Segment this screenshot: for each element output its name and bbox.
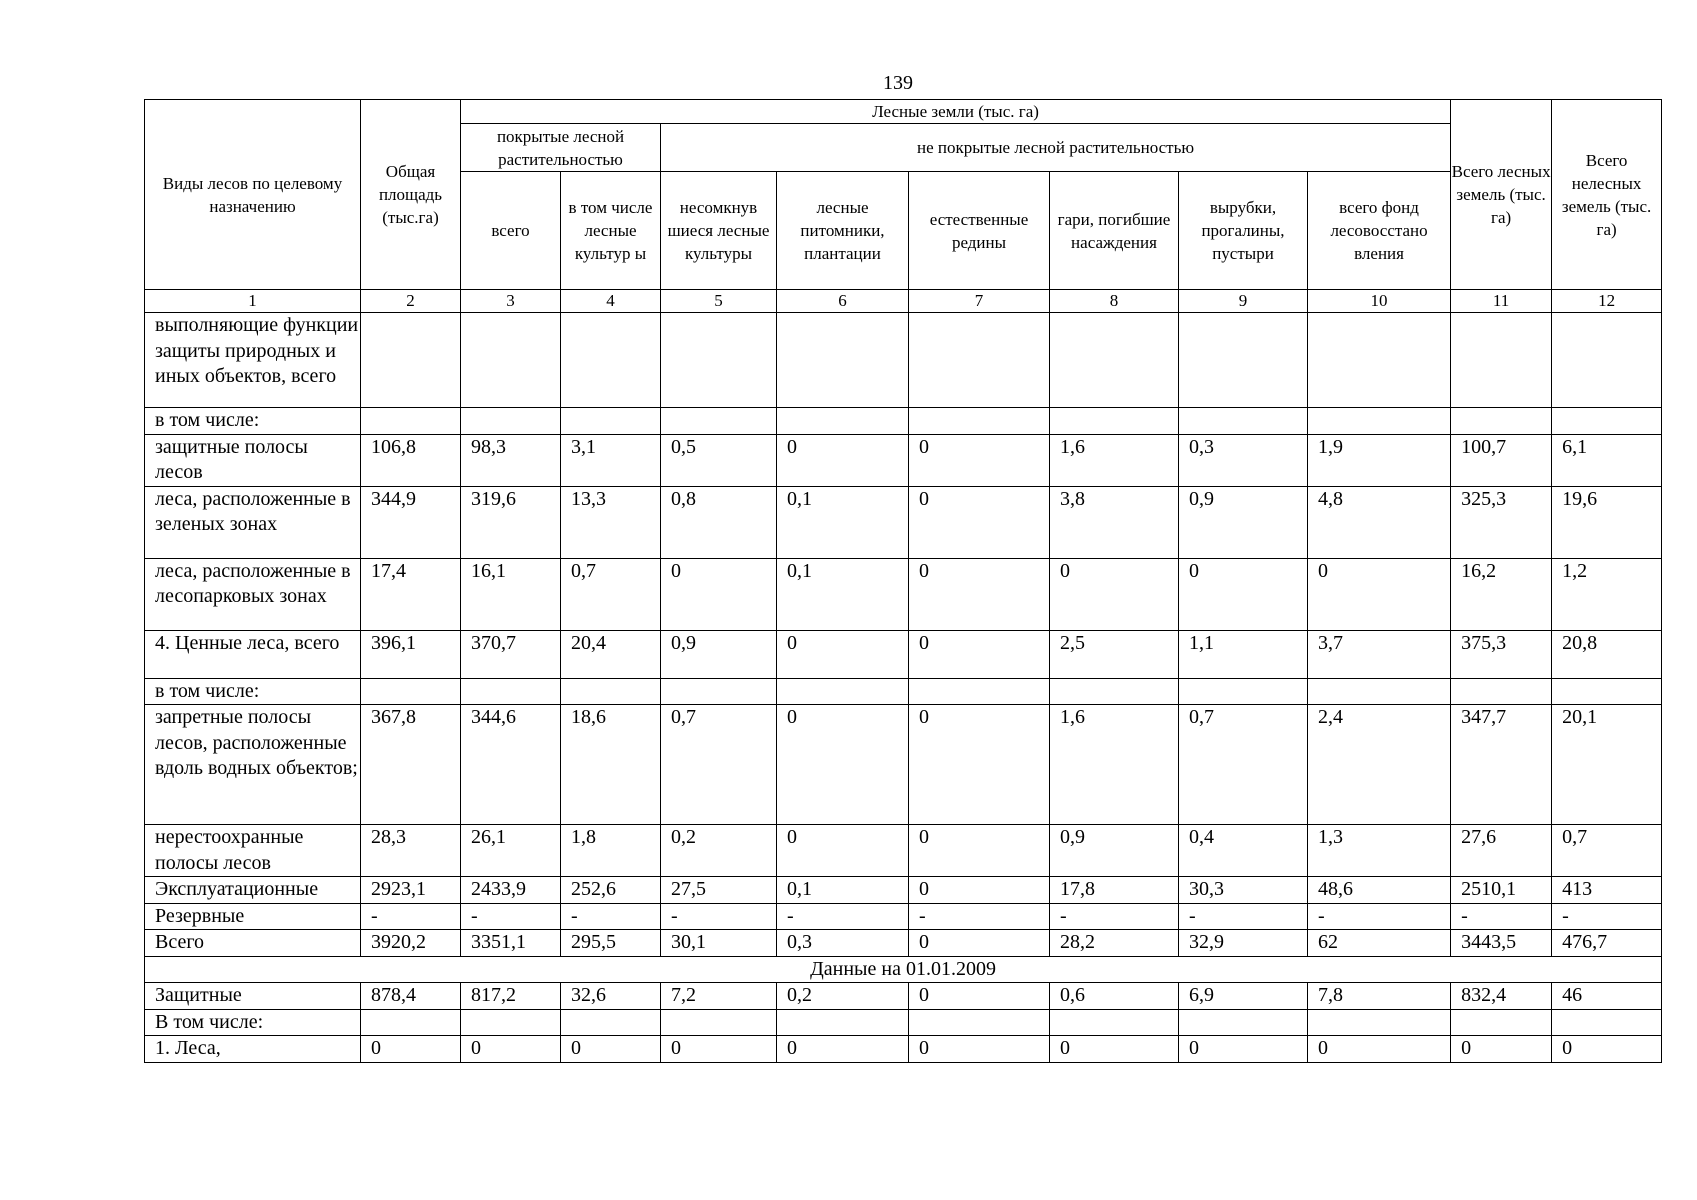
row-label: леса, расположенные в зеленых зонах — [145, 486, 361, 558]
table-cell: 0 — [661, 558, 777, 630]
table-cell — [561, 1009, 661, 1036]
table-cell: 0 — [777, 630, 909, 678]
table-cell: 0 — [909, 825, 1050, 877]
table-cell — [461, 408, 561, 435]
header-col-10: всего фонд лесовосстано вления — [1308, 172, 1451, 290]
header-col-12: Всего нелесных земель (тыс. га) — [1552, 100, 1662, 290]
header-col-8: гари, погибшие насаждения — [1050, 172, 1179, 290]
table-cell: 396,1 — [361, 630, 461, 678]
table-cell — [361, 678, 461, 705]
table-cell: 19,6 — [1552, 486, 1662, 558]
table-cell: 252,6 — [561, 877, 661, 904]
table-cell — [461, 313, 561, 408]
table-cell: 16,1 — [461, 558, 561, 630]
table-cell: 7,8 — [1308, 983, 1451, 1010]
table-cell — [1050, 408, 1179, 435]
table-cell: 0,5 — [661, 434, 777, 486]
table-cell: 0 — [909, 630, 1050, 678]
table-row — [145, 930, 1662, 957]
table-cell: 106,8 — [361, 434, 461, 486]
table-cell — [1050, 313, 1179, 408]
table-cell — [361, 313, 461, 408]
table-cell: 13,3 — [561, 486, 661, 558]
table-cell: 0,3 — [777, 930, 909, 957]
table-cell: 62 — [1308, 930, 1451, 957]
table-cell: 28,3 — [361, 825, 461, 877]
table-cell — [1451, 1009, 1552, 1036]
table-cell — [777, 408, 909, 435]
table-cell — [1179, 678, 1308, 705]
header-col-2: Общая площадь (тыс.га) — [361, 100, 461, 290]
column-number: 9 — [1179, 290, 1308, 313]
table-cell: 3351,1 — [461, 930, 561, 957]
table-row — [145, 983, 1662, 1010]
table-cell — [1552, 678, 1662, 705]
table-cell: 1,9 — [1308, 434, 1451, 486]
table-cell: 0 — [909, 1036, 1050, 1063]
table-cell: 0 — [777, 1036, 909, 1063]
table-cell: 1,2 — [1552, 558, 1662, 630]
header-col-3: всего — [461, 172, 561, 290]
table-cell: 0 — [361, 1036, 461, 1063]
header-col-4: в том числе лесные культур ы — [561, 172, 661, 290]
table-cell: 6,1 — [1552, 434, 1662, 486]
table-cell — [909, 1009, 1050, 1036]
header-col-1: Виды лесов по целевому назначению — [145, 100, 361, 290]
table-cell: 0,1 — [777, 486, 909, 558]
table-cell: 0,4 — [1179, 825, 1308, 877]
table-cell: 0,9 — [1179, 486, 1308, 558]
table-body-2009 — [145, 983, 1662, 1063]
table-cell: 46 — [1552, 983, 1662, 1010]
table-cell: 2510,1 — [1451, 877, 1552, 904]
table-row — [145, 1009, 1662, 1036]
table-cell: 2923,1 — [361, 877, 461, 904]
column-number: 4 — [561, 290, 661, 313]
header-covered: покрытые лесной растительностью — [461, 124, 661, 172]
table-cell: 4,8 — [1308, 486, 1451, 558]
table-cell: 0 — [909, 930, 1050, 957]
table-cell: 0,2 — [661, 825, 777, 877]
table-row — [145, 486, 1662, 558]
table-cell — [1451, 678, 1552, 705]
table-cell: - — [1308, 903, 1451, 930]
table-cell: - — [1552, 903, 1662, 930]
column-number: 6 — [777, 290, 909, 313]
table-cell: 375,3 — [1451, 630, 1552, 678]
table-cell: 0 — [1552, 1036, 1662, 1063]
table-row — [145, 877, 1662, 904]
table-cell: 0 — [909, 705, 1050, 825]
table-cell: 0,3 — [1179, 434, 1308, 486]
table-cell: 344,6 — [461, 705, 561, 825]
table-cell: - — [361, 903, 461, 930]
table-cell: 0,9 — [1050, 825, 1179, 877]
table-row — [145, 705, 1662, 825]
table-cell: 1,3 — [1308, 825, 1451, 877]
row-label: Резервные — [145, 903, 361, 930]
table-cell — [361, 408, 461, 435]
table-cell: 3,7 — [1308, 630, 1451, 678]
table-cell — [1552, 1009, 1662, 1036]
header-col-9: вырубки, прогалины, пустыри — [1179, 172, 1308, 290]
row-label: в том числе: — [145, 678, 361, 705]
table-cell: 0 — [909, 983, 1050, 1010]
table-cell: 20,8 — [1552, 630, 1662, 678]
table-cell: 16,2 — [1451, 558, 1552, 630]
row-label: в том числе: — [145, 408, 361, 435]
table-cell — [1552, 313, 1662, 408]
table-cell: - — [777, 903, 909, 930]
table-cell: 3443,5 — [1451, 930, 1552, 957]
table-cell: - — [461, 903, 561, 930]
table-cell: 0,8 — [661, 486, 777, 558]
table-cell: 0 — [909, 558, 1050, 630]
row-label: 1. Леса, — [145, 1036, 361, 1063]
table-cell — [561, 408, 661, 435]
column-number: 10 — [1308, 290, 1451, 313]
table-cell: 17,4 — [361, 558, 461, 630]
column-number: 5 — [661, 290, 777, 313]
table-body — [145, 313, 1662, 957]
table-row — [145, 630, 1662, 678]
table-cell — [777, 1009, 909, 1036]
table-row — [145, 1036, 1662, 1063]
row-label: В том числе: — [145, 1009, 361, 1036]
table-cell — [661, 1009, 777, 1036]
table-cell: - — [1050, 903, 1179, 930]
table-cell: - — [661, 903, 777, 930]
table-cell: 319,6 — [461, 486, 561, 558]
table-cell: - — [561, 903, 661, 930]
table-cell: 817,2 — [461, 983, 561, 1010]
table-cell: 0 — [1308, 1036, 1451, 1063]
table-cell: 32,9 — [1179, 930, 1308, 957]
header-forest-lands: Лесные земли (тыс. га) — [461, 100, 1451, 124]
table-cell — [1179, 313, 1308, 408]
table-cell: 0 — [661, 1036, 777, 1063]
row-label: 4. Ценные леса, всего — [145, 630, 361, 678]
table-cell: - — [1179, 903, 1308, 930]
table-cell: 0 — [777, 705, 909, 825]
row-label: Защитные — [145, 983, 361, 1010]
column-numbers-row — [145, 290, 1662, 313]
table-cell — [1308, 678, 1451, 705]
row-label: Эксплуатационные — [145, 877, 361, 904]
table-cell — [909, 408, 1050, 435]
header-col-6: лесные питомники, плантации — [777, 172, 909, 290]
table-cell: 3920,2 — [361, 930, 461, 957]
page-number: 139 — [883, 72, 913, 94]
table-cell — [1451, 408, 1552, 435]
header-col-5: несомкнув шиеся лесные культуры — [661, 172, 777, 290]
table-row — [145, 825, 1662, 877]
table-cell: 0 — [777, 434, 909, 486]
row-label: защитные полосы лесов — [145, 434, 361, 486]
table-row — [145, 558, 1662, 630]
table-cell: 3,8 — [1050, 486, 1179, 558]
table-cell: 18,6 — [561, 705, 661, 825]
table-cell: 1,1 — [1179, 630, 1308, 678]
table-cell — [1050, 1009, 1179, 1036]
row-label: нерестоохранные полосы лесов — [145, 825, 361, 877]
table-cell: 20,1 — [1552, 705, 1662, 825]
table-cell: 17,8 — [1050, 877, 1179, 904]
table-cell — [1552, 408, 1662, 435]
table-cell — [661, 408, 777, 435]
table-row — [145, 903, 1662, 930]
row-label: выполняющие функции защиты природных и иных объектов, всего — [145, 313, 361, 408]
table-section-2009 — [145, 956, 1662, 983]
header-not-covered: не покрытые лесной растительностью — [661, 124, 1451, 172]
table-row — [145, 434, 1662, 486]
table-cell: 0 — [1308, 558, 1451, 630]
table-row — [145, 408, 1662, 435]
table-cell: 476,7 — [1552, 930, 1662, 957]
table-cell — [561, 678, 661, 705]
table-header — [145, 100, 1662, 313]
table-cell — [777, 678, 909, 705]
table-cell: 2433,9 — [461, 877, 561, 904]
table-cell: 27,5 — [661, 877, 777, 904]
table-cell: 367,8 — [361, 705, 461, 825]
table-cell — [909, 678, 1050, 705]
table-cell: 0 — [561, 1036, 661, 1063]
table-cell: 0 — [909, 434, 1050, 486]
column-number: 12 — [1552, 290, 1662, 313]
table-cell — [461, 1009, 561, 1036]
table-cell — [1308, 313, 1451, 408]
table-cell — [1451, 313, 1552, 408]
header-col-7: естественные редины — [909, 172, 1050, 290]
table-cell: 0 — [777, 825, 909, 877]
table-cell: 0 — [1451, 1036, 1552, 1063]
table-cell — [661, 678, 777, 705]
table-cell: 0 — [909, 486, 1050, 558]
table-cell — [909, 313, 1050, 408]
table-cell: 0,7 — [1179, 705, 1308, 825]
table-cell — [561, 313, 661, 408]
table-cell: 370,7 — [461, 630, 561, 678]
table-cell: 98,3 — [461, 434, 561, 486]
table-cell — [461, 678, 561, 705]
table-cell: 0 — [1179, 1036, 1308, 1063]
table-cell: 0,1 — [777, 877, 909, 904]
table-cell: 295,5 — [561, 930, 661, 957]
table-cell: 325,3 — [1451, 486, 1552, 558]
table-cell: 32,6 — [561, 983, 661, 1010]
table-cell: 30,3 — [1179, 877, 1308, 904]
header-col-11: Всего лесных земель (тыс. га) — [1451, 100, 1552, 290]
column-number: 11 — [1451, 290, 1552, 313]
column-number: 2 — [361, 290, 461, 313]
table-cell: - — [1451, 903, 1552, 930]
table-cell: 0,9 — [661, 630, 777, 678]
table-cell: - — [909, 903, 1050, 930]
table-cell: 878,4 — [361, 983, 461, 1010]
row-label: леса, расположенные в лесопарковых зонах — [145, 558, 361, 630]
table-cell: 344,9 — [361, 486, 461, 558]
table-cell: 27,6 — [1451, 825, 1552, 877]
table-cell: 3,1 — [561, 434, 661, 486]
table-cell: 0,7 — [1552, 825, 1662, 877]
table-cell: 20,4 — [561, 630, 661, 678]
table-cell — [777, 313, 909, 408]
forest-land-table — [144, 99, 1662, 1063]
table-cell: 0,2 — [777, 983, 909, 1010]
section-title: Данные на 01.01.2009 — [145, 956, 1662, 983]
table-cell: 1,6 — [1050, 705, 1179, 825]
table-cell: 1,6 — [1050, 434, 1179, 486]
column-number: 1 — [145, 290, 361, 313]
table-cell — [1179, 1009, 1308, 1036]
table-cell: 0,7 — [661, 705, 777, 825]
table-cell — [1308, 1009, 1451, 1036]
table-cell: 26,1 — [461, 825, 561, 877]
table-cell: 0,7 — [561, 558, 661, 630]
table-cell: 832,4 — [1451, 983, 1552, 1010]
column-number: 3 — [461, 290, 561, 313]
table-cell — [1179, 408, 1308, 435]
table-cell: 413 — [1552, 877, 1662, 904]
column-number: 8 — [1050, 290, 1179, 313]
table-cell: 100,7 — [1451, 434, 1552, 486]
table-cell — [361, 1009, 461, 1036]
table-row — [145, 313, 1662, 408]
table-cell: 48,6 — [1308, 877, 1451, 904]
table-cell — [661, 313, 777, 408]
table-cell: 2,4 — [1308, 705, 1451, 825]
table-cell: 0 — [1179, 558, 1308, 630]
table-cell — [1050, 678, 1179, 705]
table-row — [145, 678, 1662, 705]
table-cell: 1,8 — [561, 825, 661, 877]
table-cell: 30,1 — [661, 930, 777, 957]
table-cell: 347,7 — [1451, 705, 1552, 825]
table-cell: 0 — [1050, 558, 1179, 630]
table-cell: 0 — [909, 877, 1050, 904]
table-cell: 0,6 — [1050, 983, 1179, 1010]
row-label: запретные полосы лесов, расположенные вдоль водных объектов; — [145, 705, 361, 825]
table-cell — [1308, 408, 1451, 435]
table-cell: 7,2 — [661, 983, 777, 1010]
table-cell: 28,2 — [1050, 930, 1179, 957]
table-cell: 0,1 — [777, 558, 909, 630]
row-label: Всего — [145, 930, 361, 957]
column-number: 7 — [909, 290, 1050, 313]
table-cell: 2,5 — [1050, 630, 1179, 678]
table-cell: 6,9 — [1179, 983, 1308, 1010]
table-cell: 0 — [461, 1036, 561, 1063]
table-cell: 0 — [1050, 1036, 1179, 1063]
